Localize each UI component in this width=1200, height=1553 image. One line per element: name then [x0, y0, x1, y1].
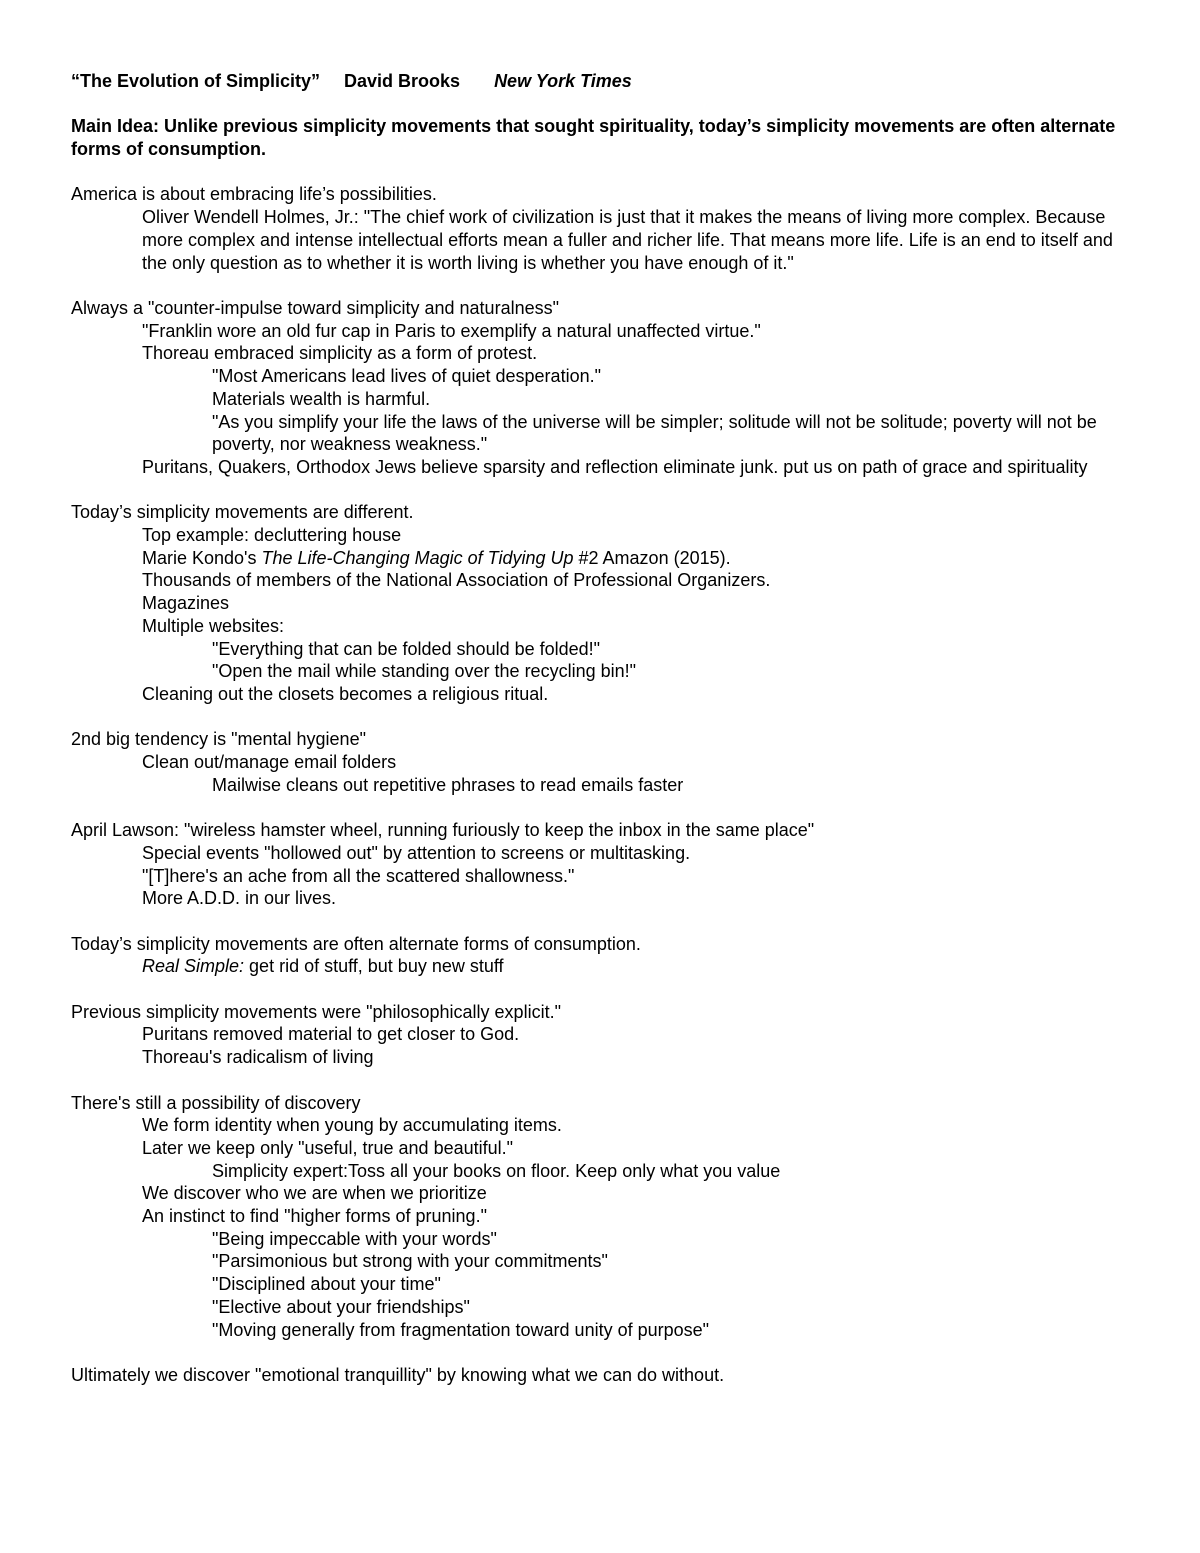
outline-point: Previous simplicity movements were "philosophically explicit." — [71, 1001, 561, 1022]
outline-subpoint: Clean out/manage email folders — [142, 752, 397, 773]
outline-subpoint: Later we keep only "useful, true and beautiful." — [142, 1137, 514, 1158]
outline-point: America is about embracing life’s possibilities. — [71, 184, 437, 205]
outline-subpoint: Cleaning out the closets becomes a religious ritual. — [142, 683, 549, 704]
outline-section — [71, 183, 1131, 274]
outline-point: Ultimately we discover "emotional tranquillity" by knowing what we can do without. — [71, 1364, 725, 1385]
outline-subsubpoint: "Being impeccable with your words" — [212, 1228, 497, 1249]
outline-subpoint: Multiple websites: — [142, 615, 285, 636]
outline-subsubpoint: Materials wealth is harmful. — [212, 388, 431, 409]
outline-section — [71, 819, 1131, 910]
outline-subpoint: Puritans, Quakers, Orthodox Jews believe sparsity and reflection eliminate junk. put us on path of grace and spirituality — [142, 456, 1088, 477]
outline-section — [71, 1364, 1131, 1387]
article-author: David Brooks — [344, 71, 461, 91]
kondo-suffix: #2 Amazon (2015). — [573, 547, 731, 568]
outline-subsubpoint: "Open the mail while standing over the recycling bin!" — [212, 661, 637, 682]
outline-section — [71, 501, 1131, 705]
outline-subpoint: Thousands of members of the National Association of Professional Organizers. — [142, 570, 771, 591]
outline-subpoint: We form identity when young by accumulating items. — [142, 1115, 562, 1136]
outline-subpoint: Oliver Wendell Holmes, Jr.: "The chief work of civilization is just that it makes the means of living more complex. Because more complex and intense intellectual efforts mean a fuller and richer life. That means more life. Life is an end to itself and the only question as to whether it is worth living is whether you have enough of it." — [142, 207, 1113, 273]
magazine-title: Real Simple: — [142, 956, 245, 977]
document-header — [71, 70, 1131, 93]
outline-subsubpoint: "Moving generally from fragmentation toward unity of purpose" — [212, 1319, 710, 1340]
outline-subpoint — [71, 955, 1131, 978]
outline-subsubpoint: Simplicity expert:Toss all your books on floor. Keep only what you value — [212, 1160, 781, 1181]
outline-section — [71, 1092, 1131, 1342]
outline-subpoint: "Franklin wore an old fur cap in Paris to exemplify a natural unaffected virtue." — [142, 320, 761, 341]
outline-section — [71, 297, 1131, 479]
outline-subpoint: "[T]here's an ache from all the scattered shallowness." — [142, 865, 575, 886]
outline-subsubpoint: "As you simplify your life the laws of the universe will be simpler; solitude will not be solitude; poverty will not be poverty, nor weakness weakness." — [212, 411, 1097, 455]
kondo-prefix: Marie Kondo's — [142, 547, 262, 568]
magazine-note: get rid of stuff, but buy new stuff — [244, 956, 504, 977]
outline-point: There's still a possibility of discovery — [71, 1092, 361, 1113]
outline-point: April Lawson: "wireless hamster wheel, running furiously to keep the inbox in the same place" — [71, 820, 815, 841]
main-idea: Main Idea: Unlike previous simplicity movements that sought spirituality, today’s simplicity movements are often alternate forms of consumption. — [71, 116, 1116, 160]
outline-subsubpoint: "Everything that can be folded should be folded!" — [212, 638, 601, 659]
outline-subsubpoint: "Parsimonious but strong with your commitments" — [212, 1251, 608, 1272]
outline-subpoint: We discover who we are when we prioritize — [142, 1183, 487, 1204]
outline-subpoint: Thoreau embraced simplicity as a form of protest. — [142, 343, 538, 364]
outline-subpoint: Special events "hollowed out" by attention to screens or multitasking. — [142, 842, 691, 863]
outline-section — [71, 933, 1131, 978]
outline-point: Today’s simplicity movements are often alternate forms of consumption. — [71, 933, 641, 954]
outline-point: 2nd big tendency is "mental hygiene" — [71, 729, 366, 750]
article-title: “The Evolution of Simplicity” — [71, 71, 321, 91]
outline-subsubpoint: Mailwise cleans out repetitive phrases to read emails faster — [212, 774, 684, 795]
outline-subpoint — [71, 547, 1131, 570]
outline-section — [71, 1001, 1131, 1069]
document-body — [71, 70, 1131, 1387]
outline-subpoint: Thoreau's radicalism of living — [142, 1047, 374, 1068]
outline-subsubpoint: "Elective about your friendships" — [212, 1296, 470, 1317]
outline-subsubpoint: "Most Americans lead lives of quiet desperation." — [212, 366, 601, 387]
outline-subpoint: An instinct to find "higher forms of pruning." — [142, 1206, 487, 1227]
outline-subpoint: Magazines — [142, 593, 230, 614]
outline-subpoint: More A.D.D. in our lives. — [142, 888, 337, 909]
outline-subpoint: Top example: decluttering house — [142, 525, 402, 545]
outline-point: Always a "counter-impulse toward simplicity and naturalness" — [71, 297, 559, 318]
outline-subpoint: Puritans removed material to get closer to God. — [142, 1024, 520, 1045]
book-title: The Life-Changing Magic of Tidying Up — [261, 547, 574, 568]
outline-subsubpoint: "Disciplined about your time" — [212, 1274, 441, 1295]
outline-section — [71, 728, 1131, 796]
article-publication: New York Times — [494, 71, 632, 91]
outline-point: Today’s simplicity movements are different. — [71, 502, 414, 523]
